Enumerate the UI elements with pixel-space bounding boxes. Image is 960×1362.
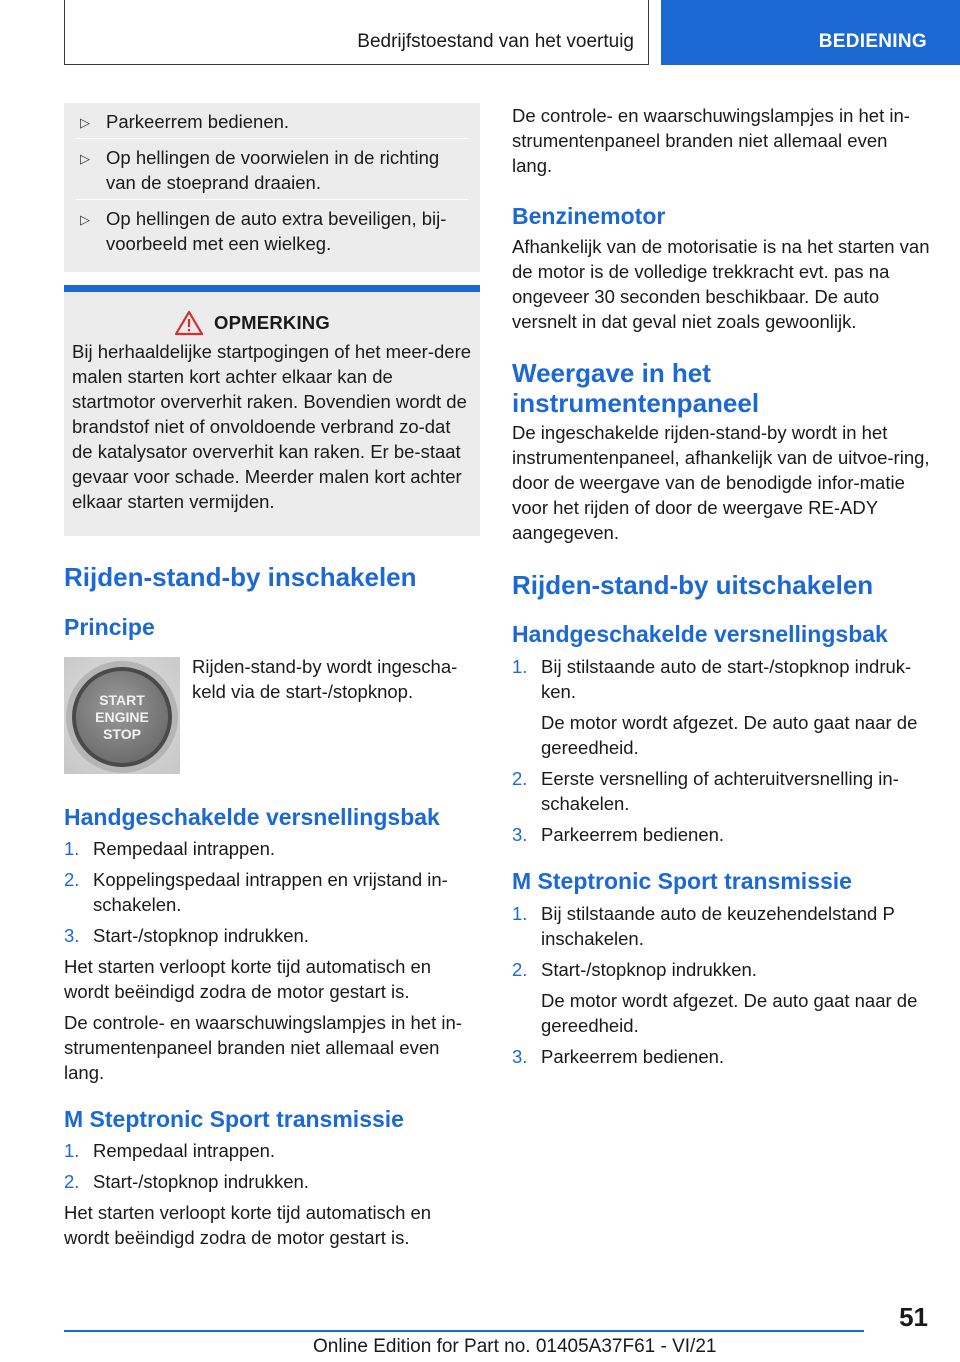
heading-steptronic-right: M Steptronic Sport transmissie (512, 868, 852, 894)
heading-principe: Principe (64, 614, 155, 640)
section-tab-label: BEDIENING (818, 31, 927, 52)
list-item: 1. Bij stilstaande auto de keuzehendelstand P inschakelen. (512, 903, 895, 949)
step-number: 2. (512, 768, 528, 789)
step-number: 2. (64, 869, 80, 890)
list-item: ▷ Parkeerrem bedienen. (76, 103, 468, 139)
step-number: 3. (64, 925, 80, 946)
list-item: ▷ Op hellingen de voorwielen in de richting van de stoeprand draaien. (76, 139, 468, 200)
triangle-bullet-icon: ▷ (80, 212, 90, 227)
list-item: 3. Start-/stopknop indrukken. (64, 925, 309, 946)
paragraph: Het starten verloopt korte tijd automatisch en wordt beëindigd zodra de motor gestart is. (64, 1202, 432, 1248)
list-item: 3. Parkeerrem bedienen. (512, 824, 725, 845)
section-tab[interactable] (661, 0, 960, 65)
step-number: 3. (512, 824, 528, 845)
page-number: 51 (899, 1302, 928, 1332)
heading-benzine: Benzinemotor (512, 203, 666, 229)
principe-text: Rijden-stand-by wordt ingescha-keld via de start-/stopknop. (192, 656, 458, 702)
step-number: 1. (512, 903, 528, 924)
step-note: De motor wordt afgezet. De auto gaat naar de gereedheid. (541, 990, 918, 1036)
step-number: 3. (512, 1046, 528, 1067)
warning-triangle-icon (174, 310, 204, 336)
button-text-stop: STOP (103, 726, 141, 742)
list-item: 3. Parkeerrem bedienen. (512, 1046, 725, 1067)
list-item: 2. Koppelingspedaal intrappen en vrijstand in-schakelen. (64, 869, 448, 915)
step-number: 1. (64, 1140, 80, 1161)
footer-divider (64, 1330, 864, 1332)
heading-enable: Rijden-stand-by inschakelen (64, 562, 417, 592)
notice-title: OPMERKING (214, 312, 330, 333)
notice-text: Bij herhaaldelijke startpogingen of het meer-dere malen starten kort achter elkaar kan de startmotor oververhit raken. Bovendien wordt de brandstof niet of onvoldoende verbrand zo-dat de katalysator oververhit kan raken. Er be-staat gevaar voor schade. Meerder malen kort achter elkaar starten vermijden. (72, 341, 472, 512)
list-item: ▷ Op hellingen de auto extra beveiligen, bij-voorbeeld met een wielkeg. (80, 208, 447, 254)
step-number: 1. (64, 838, 80, 859)
left-column (64, 103, 480, 1250)
heading-disable: Rijden-stand-by uitschakelen (512, 570, 874, 600)
list-item: 2. Eerste versnelling of achteruitversnelling in-schakelen. (512, 768, 899, 814)
paragraph: De ingeschakelde rijden-stand-by wordt in het instrumentenpaneel, afhankelijk van de uitvoe-ring, door de weergave van de benodigde infor-matie voor het rijden of door de weergave RE-ADY aangegeven. (512, 422, 930, 543)
manual-steps-list (64, 836, 480, 948)
list-item: 2. Start-/stopknop indrukken. De motor wordt afgezet. De auto gaat naar de gereedheid. (512, 957, 932, 1038)
heading-manual-right: Handgeschakelde versnellingsbak (512, 621, 888, 647)
heading-manual: Handgeschakelde versnellingsbak (64, 804, 440, 830)
start-stop-button-icon (64, 657, 180, 774)
heading-weergave: Weergave in het instrumentenpaneel (512, 358, 760, 418)
principe-section (64, 614, 480, 784)
steptronic-steps-list-right (512, 901, 932, 1069)
step-number: 2. (512, 959, 528, 980)
button-text-start: START (99, 692, 145, 708)
step-number: 2. (64, 1171, 80, 1192)
notice-header (72, 310, 472, 336)
paragraph: Het starten verloopt korte tijd automatisch en wordt beëindigd zodra de motor gestart is. (64, 956, 432, 1002)
list-item: 1. Rempedaal intrappen. (64, 1140, 276, 1161)
heading-steptronic: M Steptronic Sport transmissie (64, 1106, 404, 1132)
bullet-list (76, 103, 468, 270)
manual-steps-list-right (512, 654, 932, 847)
paragraph: Afhankelijk van de motorisatie is na het starten van de motor is de volledige trekkracht evt. pas na ongeveer 30 seconden beschikbaar. De auto versnelt in dat geval niet zoals gewoonlijk. (512, 236, 930, 332)
footer-edition: Online Edition for Part no. 01405A37F61 - VI/21 (313, 1336, 717, 1357)
step-note: De motor wordt afgezet. De auto gaat naar de gereedheid. (541, 712, 918, 758)
triangle-bullet-icon: ▷ (80, 115, 90, 130)
header-chapter-box (64, 0, 649, 65)
bullet-box (64, 103, 480, 272)
button-text-engine: ENGINE (95, 709, 149, 725)
step-number: 1. (512, 656, 528, 677)
chapter-title: Bedrijfstoestand van het voertuig (357, 31, 634, 52)
paragraph: De controle- en waarschuwingslampjes in het in-strumentenpaneel branden niet allemaal even lang. (64, 1012, 462, 1083)
list-item: 1. Rempedaal intrappen. (64, 838, 276, 859)
list-item: 2. Start-/stopknop indrukken. (64, 1171, 309, 1192)
triangle-bullet-icon: ▷ (80, 151, 90, 166)
notice-box (64, 285, 480, 536)
right-column (512, 103, 932, 1075)
steptronic-steps-list (64, 1138, 480, 1194)
list-item: 1. Bij stilstaande auto de start-/stopknop indruk-ken. De motor wordt afgezet. De auto gaat naar de gereedheid. (512, 654, 932, 760)
paragraph: De controle- en waarschuwingslampjes in het in-strumentenpaneel branden niet allemaal even lang. (512, 105, 910, 176)
start-stop-button-image (64, 657, 180, 774)
